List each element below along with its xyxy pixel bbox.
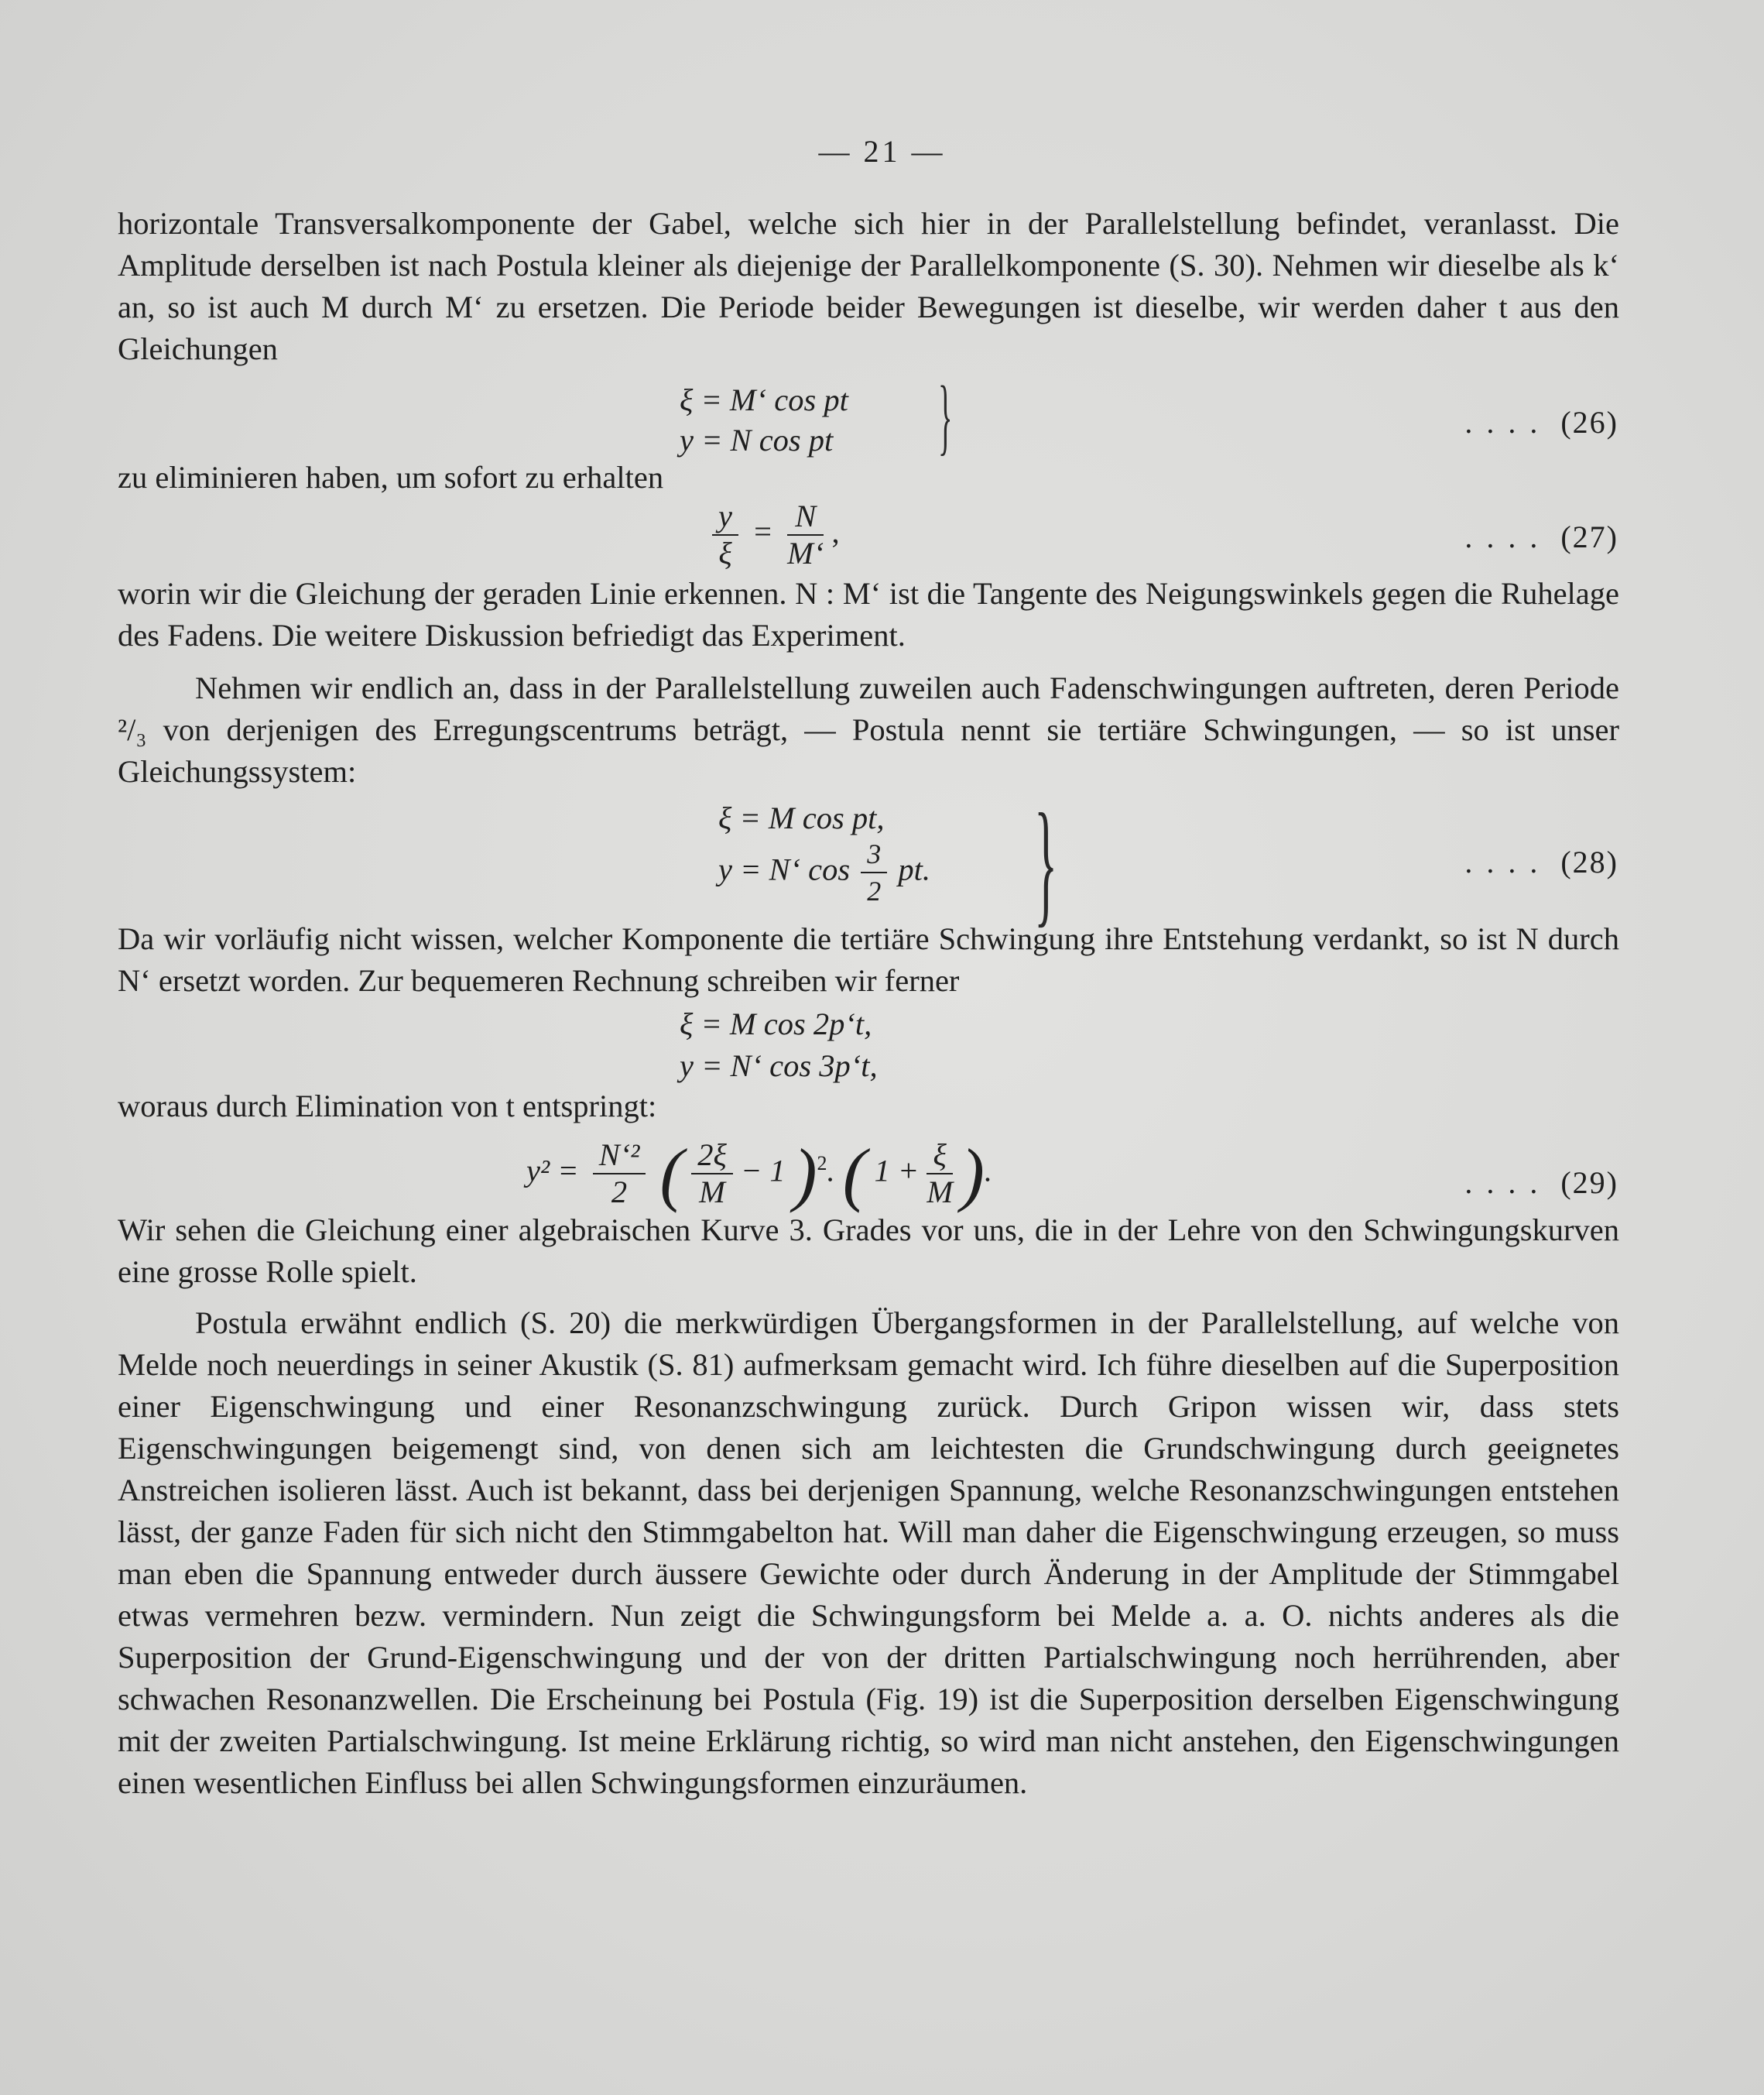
eq26-line1: ξ = M‘ cos pt [680,382,848,417]
paragraph-8-text: Postula erwähnt endlich (S. 20) die merkwürdigen Übergangsformen in der Parallelstellung, auf welche von Melde noch neuerdings in seiner Akustik (S. 81) aufmerksam gemacht wird. Ich führe dieselben auf die Superposition einer Eigenschwingung und einer Resonanzschwingung zurück. Durch Gripon wissen wir, dass stets Eigenschwingungen beigemengt sind, von denen sich am leichtesten die Grundschwingung durch geeignetes Anstreichen isolieren lässt. Auch ist bekannt, dass bei derjenigen Spannung, welche Resonanzschwingungen entstehen lässt, der ganze Faden für sich nicht den Stimmgabelton hat. Will man daher die Eigenschwingung erzeugen, so muss man eben die Spannung entweder durch äussere Gewichte oder durch Änderung in der Amplitude der Stimmgabel etwas vermehren bezw. vermindern. Nun zeigt die Schwingungsform bei Melde a. a. O. nichts anderes als die Superposition der Grund-Eigenschwingung und der von der dritten Partialschwingung noch herrührenden, aber schwachen Resonanzwellen. Die Erscheinung bei Postula (Fig. 19) ist die Superposition derselben Eigenschwingung mit der zweiten Partialschwingung. Ist meine Erklärung richtig, so wird man nicht anstehen, den Eigenschwingungen einen wesentlichen Einfluss bei allen Schwingungsformen einzuräumen. [118,1305,1619,1800]
eq28-brace: } [1034,785,1058,939]
page-number: — 21 — [818,134,946,169]
paragraph-4-text: Nehmen wir endlich an, dass in der Parallelstellung zuweilen auch Fadenschwingungen auftreten, deren Periode ²/₃ von derjenigen des Erregungscentrums beträgt, — Postula nennt sie tertiäre Schwingungen, — so ist unser Gleichungssystem: [118,670,1619,789]
paragraph-7 [118,1209,1619,1293]
paragraph-7-text: Wir sehen die Gleichung einer algebraischen Kurve 3. Grades vor uns, die in der Lehre von den Schwingungskurven eine grosse Rolle spielt. [118,1212,1619,1289]
eq29-paren-open-1: ( [659,1134,684,1214]
eq-aux-line2: y = N‘ cos 3p‘t, [680,1048,878,1083]
paragraph-4 [118,667,1619,793]
eq29-plus: 1 + [874,1153,920,1188]
eq27-dots: .... [1464,519,1552,554]
eq28-line2-left: y = N‘ cos [718,852,851,887]
eq26-brace: } [938,369,953,463]
eq27-comma: , [831,514,840,550]
eq29-fraction-3 [927,1137,953,1210]
eq28-dots: .... [1464,845,1552,879]
eq27-number: (27) [1560,519,1618,554]
eq29-paren-open-2: ( [842,1134,867,1214]
eq28-line2-right: pt. [898,852,931,887]
paragraph-5 [118,918,1619,1002]
paragraph-8 [118,1302,1619,1804]
eq27-equals: = [754,514,772,550]
eq29-paren-close-2: ) [961,1134,985,1214]
eq27-lhs-fraction [712,499,738,571]
eq28-fraction [861,836,887,909]
eq26-line2: y = N cos pt [680,423,834,458]
eq28-frac-den: 2 [867,876,882,907]
eq27-number-line [1464,519,1618,555]
eq26-dots: .... [1464,405,1552,440]
eq29-paren-close-1: ) [793,1134,817,1214]
eq28-frac-num: 3 [861,836,887,873]
eq29-minus-one: − 1 [740,1153,786,1188]
eq26-number: (26) [1560,405,1618,440]
eq29-f2-den: M [699,1174,725,1210]
eq29-lhs: y² = [526,1153,579,1188]
eq27 [712,499,840,571]
eq28-number-line [1464,844,1618,880]
eq27-rhs-fraction [787,499,824,571]
eq29-f3-num: ξ [927,1137,953,1174]
paragraph-3-text: worin wir die Gleichung der geraden Linie erkennen. N : M‘ ist die Tangente des Neigungswinkels gegen die Ruhelage des Fadens. Die weitere Diskussion befriedigt das Experiment. [118,576,1619,653]
eq29-f3-den: M [927,1174,954,1210]
eq29-number: (29) [1560,1165,1618,1200]
paragraph-5-text: Da wir vorläufig nicht wissen, welcher Komponente die tertiäre Schwingung ihre Entstehung verdankt, so ist N durch N‘ ersetzt worden. Zur bequemeren Rechnung schreiben wir ferner [118,921,1619,998]
eq27-lhs-num: y [712,499,738,536]
eq29-f2-num: 2ξ [691,1137,733,1174]
eq26-number-line [1464,404,1618,441]
paragraph-2 [118,457,1619,499]
eq29-number-line [1464,1164,1618,1201]
paragraph-6-text: woraus durch Elimination von t entspringt: [118,1089,657,1123]
eq29-fraction-2 [691,1137,733,1210]
eq28-number: (28) [1560,845,1618,879]
paragraph-1 [118,203,1619,370]
eq29-fraction-1 [593,1137,646,1210]
paragraph-1-text: horizontale Transversalkomponente der Gabel, welche sich hier in der Parallelstellung befindet, veranlasst. Die Amplitude derselben ist nach Postula kleiner als diejenige der Parallelkomponente (S. 30). Nehmen wir dieselbe als k‘ an, so ist auch M durch M‘ zu ersetzen. Die Periode beider Bewegungen ist dieselbe, wir werden daher t aus den Gleichungen [118,206,1619,366]
eq-aux-line1: ξ = M cos 2p‘t, [680,1006,872,1041]
eq28-line2 [718,836,930,909]
paragraph-2-text: zu eliminieren haben, um sofort zu erhalten [118,460,664,495]
eq28-line1: ξ = M cos pt, [718,801,885,835]
eq27-lhs-den: ξ [718,536,732,571]
eq27-rhs-den: M‘ [787,536,824,571]
eq29-f1-num: N‘² [593,1137,646,1174]
eq29-f1-den: 2 [611,1174,628,1210]
eq29: y² = $\frac{\text{N‘²}}{2}$ ( $\frac{2\xi}{M}$ − 1 )$^2$. ( 1 + $\frac{\xi}{M}$ ). [526,1134,992,1214]
paragraph-3 [118,573,1619,657]
eq29-dots: .... [1464,1165,1552,1200]
eq27-rhs-num: N [787,499,824,536]
